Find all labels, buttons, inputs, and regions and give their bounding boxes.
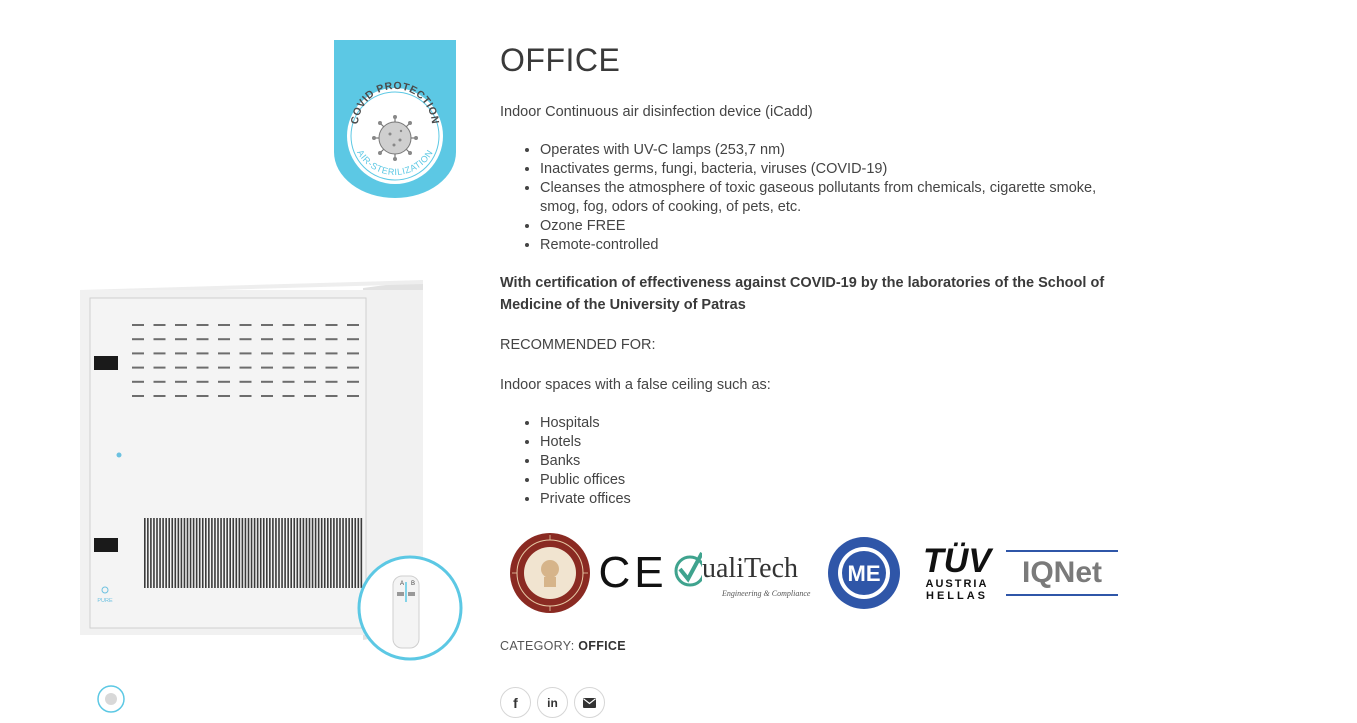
vent-slot <box>132 395 144 397</box>
grille-bar <box>168 518 170 588</box>
vent-slot <box>197 352 209 354</box>
feature-item: • Remote-controlled <box>540 236 1125 255</box>
tuv-text: TÜV <box>923 542 991 580</box>
iqnet-logo <box>1006 550 1118 596</box>
vent-slot <box>154 395 166 397</box>
vent-slot <box>261 338 273 340</box>
qualitech-subtext: Engineering & Compliance <box>722 588 811 598</box>
vent-slot <box>132 367 144 369</box>
vent-slot <box>154 324 166 326</box>
feature-list <box>500 141 1125 255</box>
vent-slot <box>132 338 144 340</box>
grille-bar <box>275 518 277 588</box>
product-title: OFFICE <box>500 42 621 78</box>
vent-slot <box>261 367 273 369</box>
grille-bar <box>297 518 299 588</box>
vent-slot <box>175 367 187 369</box>
certification-logos <box>500 531 1125 615</box>
qualitech-logo <box>674 549 822 598</box>
space-item: • Public offices <box>540 471 1125 490</box>
vent-slot <box>132 324 144 326</box>
vent-slot <box>175 395 187 397</box>
vent-slot <box>261 324 273 326</box>
vent-slot <box>197 395 209 397</box>
vent-slot <box>304 367 316 369</box>
grille-bar <box>287 518 289 588</box>
vent-slot <box>240 324 252 326</box>
grille-bar <box>266 518 268 588</box>
latch-top <box>94 356 118 370</box>
grille-bar <box>190 518 192 588</box>
vent-slot <box>326 352 338 354</box>
vent-slot <box>283 352 295 354</box>
share-facebook-button[interactable] <box>500 687 531 718</box>
vent-slot <box>218 395 230 397</box>
vent-slot <box>304 352 316 354</box>
gallery-thumbnail[interactable] <box>96 684 126 714</box>
grille-bar <box>165 518 167 588</box>
mirtec-text: ME <box>847 561 881 586</box>
vent-slot <box>283 395 295 397</box>
space-item: • Hotels <box>540 433 1125 452</box>
vent-slot <box>283 381 295 383</box>
vent-slot <box>175 338 187 340</box>
qualitech-text: ualiTech <box>702 552 798 584</box>
grille-bar <box>358 518 360 588</box>
grille-bar <box>318 518 320 588</box>
vent-slot <box>326 381 338 383</box>
grille-bar <box>251 518 253 588</box>
feature-item: • Inactivates germs, fungi, bacteria, viruses (COVID-19) <box>540 160 1125 179</box>
grille-bar <box>236 518 238 588</box>
tuv-hellas-text: HELLAS <box>926 590 988 602</box>
vent-slot <box>261 395 273 397</box>
share-email-button[interactable] <box>574 687 605 718</box>
remote-label-b: B <box>411 581 416 587</box>
space-item: • Private offices <box>540 490 1125 509</box>
grille-bar <box>281 518 283 588</box>
grille-bar <box>342 518 344 588</box>
mirtec-logo <box>826 535 902 611</box>
share-buttons <box>500 687 1125 718</box>
grille-bar <box>150 518 152 588</box>
badge-bottom-text: AIR-STERILIZATION <box>355 147 435 178</box>
vent-slot <box>197 338 209 340</box>
university-of-patras-seal <box>508 531 592 615</box>
vent-slot <box>347 381 359 383</box>
grille-bar <box>351 518 353 588</box>
vent-slot <box>218 338 230 340</box>
email-icon <box>583 698 596 708</box>
grille-bar <box>159 518 161 588</box>
vent-slot <box>261 381 273 383</box>
grille-bar <box>156 518 158 588</box>
grille-bar <box>315 518 317 588</box>
vent-slot <box>304 395 316 397</box>
grille-bar <box>187 518 189 588</box>
grille-bar <box>232 518 234 588</box>
ce-mark-text: CE <box>598 548 668 597</box>
product-category <box>500 639 1125 653</box>
vent-slot <box>154 367 166 369</box>
grille-bar <box>330 518 332 588</box>
ce-mark-logo <box>598 548 668 598</box>
vent-slot <box>240 381 252 383</box>
grille-bar <box>354 518 356 588</box>
grille-bar <box>339 518 341 588</box>
vent-slot <box>175 352 187 354</box>
feature-item: • Operates with UV-C lamps (253,7 nm) <box>540 141 1125 160</box>
vent-slot <box>283 338 295 340</box>
grille-bar <box>199 518 201 588</box>
grille-bar <box>175 518 177 588</box>
vent-slot <box>218 324 230 326</box>
grille-bar <box>217 518 219 588</box>
vent-slot <box>261 352 273 354</box>
grille-bar <box>223 518 225 588</box>
vent-slot <box>197 367 209 369</box>
tuv-austria-text: AUSTRIA <box>925 578 989 590</box>
grille-bar <box>293 518 295 588</box>
grille-bar <box>205 518 207 588</box>
grille-bar <box>263 518 265 588</box>
share-linkedin-button[interactable] <box>537 687 568 718</box>
grille-bar <box>321 518 323 588</box>
vent-slot <box>326 367 338 369</box>
grille-bar <box>193 518 195 588</box>
vent-slot <box>347 324 359 326</box>
grille-bar <box>278 518 280 588</box>
vent-slot <box>197 324 209 326</box>
vent-slot <box>154 352 166 354</box>
grille-bar <box>309 518 311 588</box>
spaces-intro: Indoor spaces with a false ceiling such as: <box>500 377 771 393</box>
vent-slot <box>154 381 166 383</box>
grille-bar <box>327 518 329 588</box>
linkedin-icon: in <box>547 695 558 710</box>
grille-bar <box>269 518 271 588</box>
grille-bar <box>257 518 259 588</box>
grille-bar <box>290 518 292 588</box>
grille-bar <box>336 518 338 588</box>
spaces-list <box>500 414 1125 509</box>
badge-top-text: COVID PROTECTION <box>348 79 442 125</box>
vent-slot <box>175 324 187 326</box>
grille-bar <box>171 518 173 588</box>
vent-slot <box>283 367 295 369</box>
vent-slot <box>304 338 316 340</box>
grille-bar <box>272 518 274 588</box>
vent-slot <box>283 324 295 326</box>
grille-bar <box>254 518 256 588</box>
remote-control-inset <box>359 557 461 659</box>
space-item: • Banks <box>540 452 1125 471</box>
vent-slot <box>347 338 359 340</box>
vent-slot <box>132 352 144 354</box>
vent-slot <box>154 338 166 340</box>
latch-bottom <box>94 538 118 552</box>
space-item: • Hospitals <box>540 414 1125 433</box>
grille-bar <box>226 518 228 588</box>
vent-slot <box>347 395 359 397</box>
vent-slot <box>326 324 338 326</box>
grille-bar <box>345 518 347 588</box>
remote-label-a: A <box>400 581 405 587</box>
grille-bar <box>162 518 164 588</box>
vent-slot <box>347 367 359 369</box>
vent-slot <box>304 381 316 383</box>
vent-slot <box>175 381 187 383</box>
covid-protection-badge <box>334 40 456 200</box>
grille-bar <box>333 518 335 588</box>
grille-bar <box>153 518 155 588</box>
grille-bar <box>178 518 180 588</box>
grille-bar <box>181 518 183 588</box>
grille-bar <box>196 518 198 588</box>
grille-bar <box>220 518 222 588</box>
grille-bar <box>245 518 247 588</box>
grille-bar <box>184 518 186 588</box>
vent-slot <box>132 381 144 383</box>
grille-bar <box>147 518 149 588</box>
tuv-austria-hellas-logo <box>914 544 1000 602</box>
grille-bar <box>144 518 146 588</box>
product-summary <box>500 36 1125 718</box>
vent-slot <box>347 352 359 354</box>
indicator-light <box>117 453 122 458</box>
vent-slot <box>326 395 338 397</box>
vent-slot <box>240 395 252 397</box>
iqnet-text: Net <box>1053 556 1102 589</box>
grille-bar <box>260 518 262 588</box>
grille-bar <box>239 518 241 588</box>
grille-bar <box>202 518 204 588</box>
grille-bar <box>348 518 350 588</box>
vent-slot <box>326 338 338 340</box>
feature-item: • Ozone FREE <box>540 217 1125 236</box>
vent-slot <box>240 338 252 340</box>
grille-bar <box>300 518 302 588</box>
vent-slot <box>218 352 230 354</box>
grille-bar <box>324 518 326 588</box>
qualitech-check-icon <box>674 549 702 589</box>
product-gallery <box>0 0 480 723</box>
grille-bar <box>361 518 363 588</box>
vent-slot <box>218 381 230 383</box>
category-label: CATEGORY: <box>500 639 575 653</box>
facebook-icon: f <box>513 694 518 711</box>
virus-icon <box>372 115 418 161</box>
product-image[interactable] <box>78 280 464 665</box>
grille-bar <box>214 518 216 588</box>
vent-slot <box>197 381 209 383</box>
grille-bar <box>303 518 305 588</box>
vent-slot <box>304 324 316 326</box>
grille-bar <box>284 518 286 588</box>
vent-slot <box>240 352 252 354</box>
grille-bar <box>208 518 210 588</box>
brand-mark: PURE <box>97 598 113 604</box>
iqnet-prefix-text: IQ <box>1021 556 1054 589</box>
grille-bar <box>229 518 231 588</box>
grille-bar <box>242 518 244 588</box>
recommended-heading: RECOMMENDED FOR: <box>500 337 656 353</box>
certification-note: With certification of effectiveness against COVID-19 by the laboratories of the School of Medicine of the University of Patras <box>500 275 1105 313</box>
grille-bar <box>312 518 314 588</box>
grille-bar <box>306 518 308 588</box>
vent-slot <box>218 367 230 369</box>
vent-slot <box>240 367 252 369</box>
category-link[interactable]: OFFICE <box>578 639 626 653</box>
grille-bar <box>211 518 213 588</box>
grille-bar <box>248 518 250 588</box>
product-subtitle: Indoor Continuous air disinfection device (iCadd) <box>500 104 813 120</box>
feature-item: • Cleanses the atmosphere of toxic gaseous pollutants from chemicals, cigarette smoke, smog, fog, odors of cooking, of pets, etc. <box>540 179 1125 217</box>
